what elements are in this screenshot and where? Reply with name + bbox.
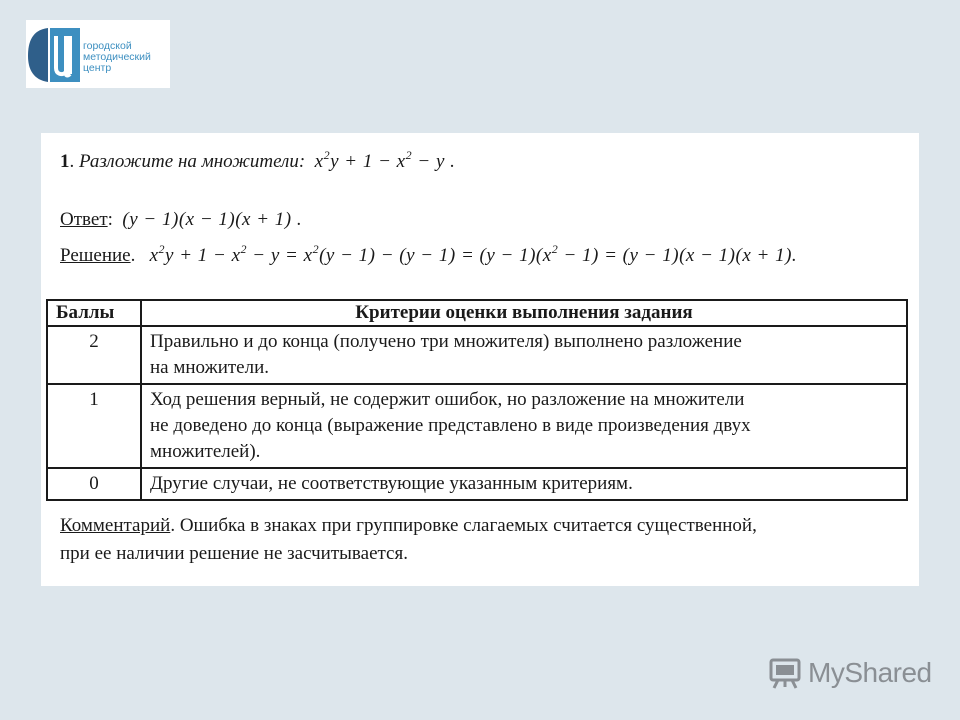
logo-text [83, 41, 151, 74]
answer-label: Ответ [60, 209, 108, 230]
logo-line-3: центр [83, 62, 112, 74]
row-criteria [141, 468, 907, 500]
task-expression: $x^2y + 1 - x^2 - y$ . [314, 148, 456, 172]
answer-value: (y − 1)(x − 1)(x + 1) . [122, 209, 303, 230]
comment-label: Комментарий [60, 515, 171, 536]
table-row [47, 384, 907, 468]
task-card [41, 133, 919, 586]
row-score: 1 [47, 384, 141, 468]
row-criteria [141, 326, 907, 384]
solution-expression: $x^2y + 1 - x^2 - y = x^2(y - 1) - (y - 1) = (y - 1)(x^2 - 1) = (y - 1)(x - 1)(x + 1)$. [149, 242, 798, 266]
header-criteria: Критерии оценки выполнения задания [141, 300, 907, 326]
task-number: 1 [60, 151, 70, 172]
comment-line-2 [60, 543, 408, 565]
row-criteria-line: Правильно и до конца (получено три множителя) выполнено разложение [150, 331, 742, 352]
comment-text-1: . Ошибка в знаках при группировке слагаемых считается существенной, [170, 515, 757, 536]
watermark-text: MyShared [808, 657, 932, 688]
solution-label: Решение [60, 245, 131, 266]
task-line: 1. Разложите на множители: $x^2y + 1 - x^2 - y$ . [60, 148, 456, 172]
comment-line-1 [60, 515, 757, 537]
row-score: 2 [47, 326, 141, 384]
row-criteria-line: Ход решения верный, не содержит ошибок, но разложение на множители [150, 389, 745, 410]
row-criteria-line: не доведено до конца (выражение представлено в виде произведения двух [150, 415, 751, 436]
logo-mu-icon [26, 20, 83, 88]
logo-line-2: методический [83, 51, 151, 63]
table-row [47, 326, 907, 384]
header-score: Баллы [47, 300, 141, 326]
task-prompt: Разложите на множители: [79, 151, 306, 172]
watermark [768, 656, 932, 690]
logo-line-1: городской [83, 40, 132, 52]
criteria-table [46, 299, 908, 501]
row-score: 0 [47, 468, 141, 500]
presentation-icon [768, 656, 802, 690]
logo [26, 20, 170, 88]
row-criteria-line: Другие случаи, не соответствующие указанным критериям. [150, 473, 633, 494]
row-criteria-line: на множители. [150, 357, 270, 378]
row-criteria-line: множителей). [150, 441, 261, 462]
table-header-row [47, 300, 907, 326]
solution-line: Решение. $x^2y + 1 - x^2 - y = x^2(y - 1) - (y - 1) = (y - 1)(x^2 - 1) = (y - 1)(x - 1)(x + 1)$. [60, 242, 798, 266]
table-row [47, 468, 907, 500]
answer-line: Ответ: (y − 1)(x − 1)(x + 1) . [60, 209, 303, 230]
comment-text-2: при ее наличии решение не засчитывается. [60, 543, 408, 564]
row-criteria [141, 384, 907, 468]
